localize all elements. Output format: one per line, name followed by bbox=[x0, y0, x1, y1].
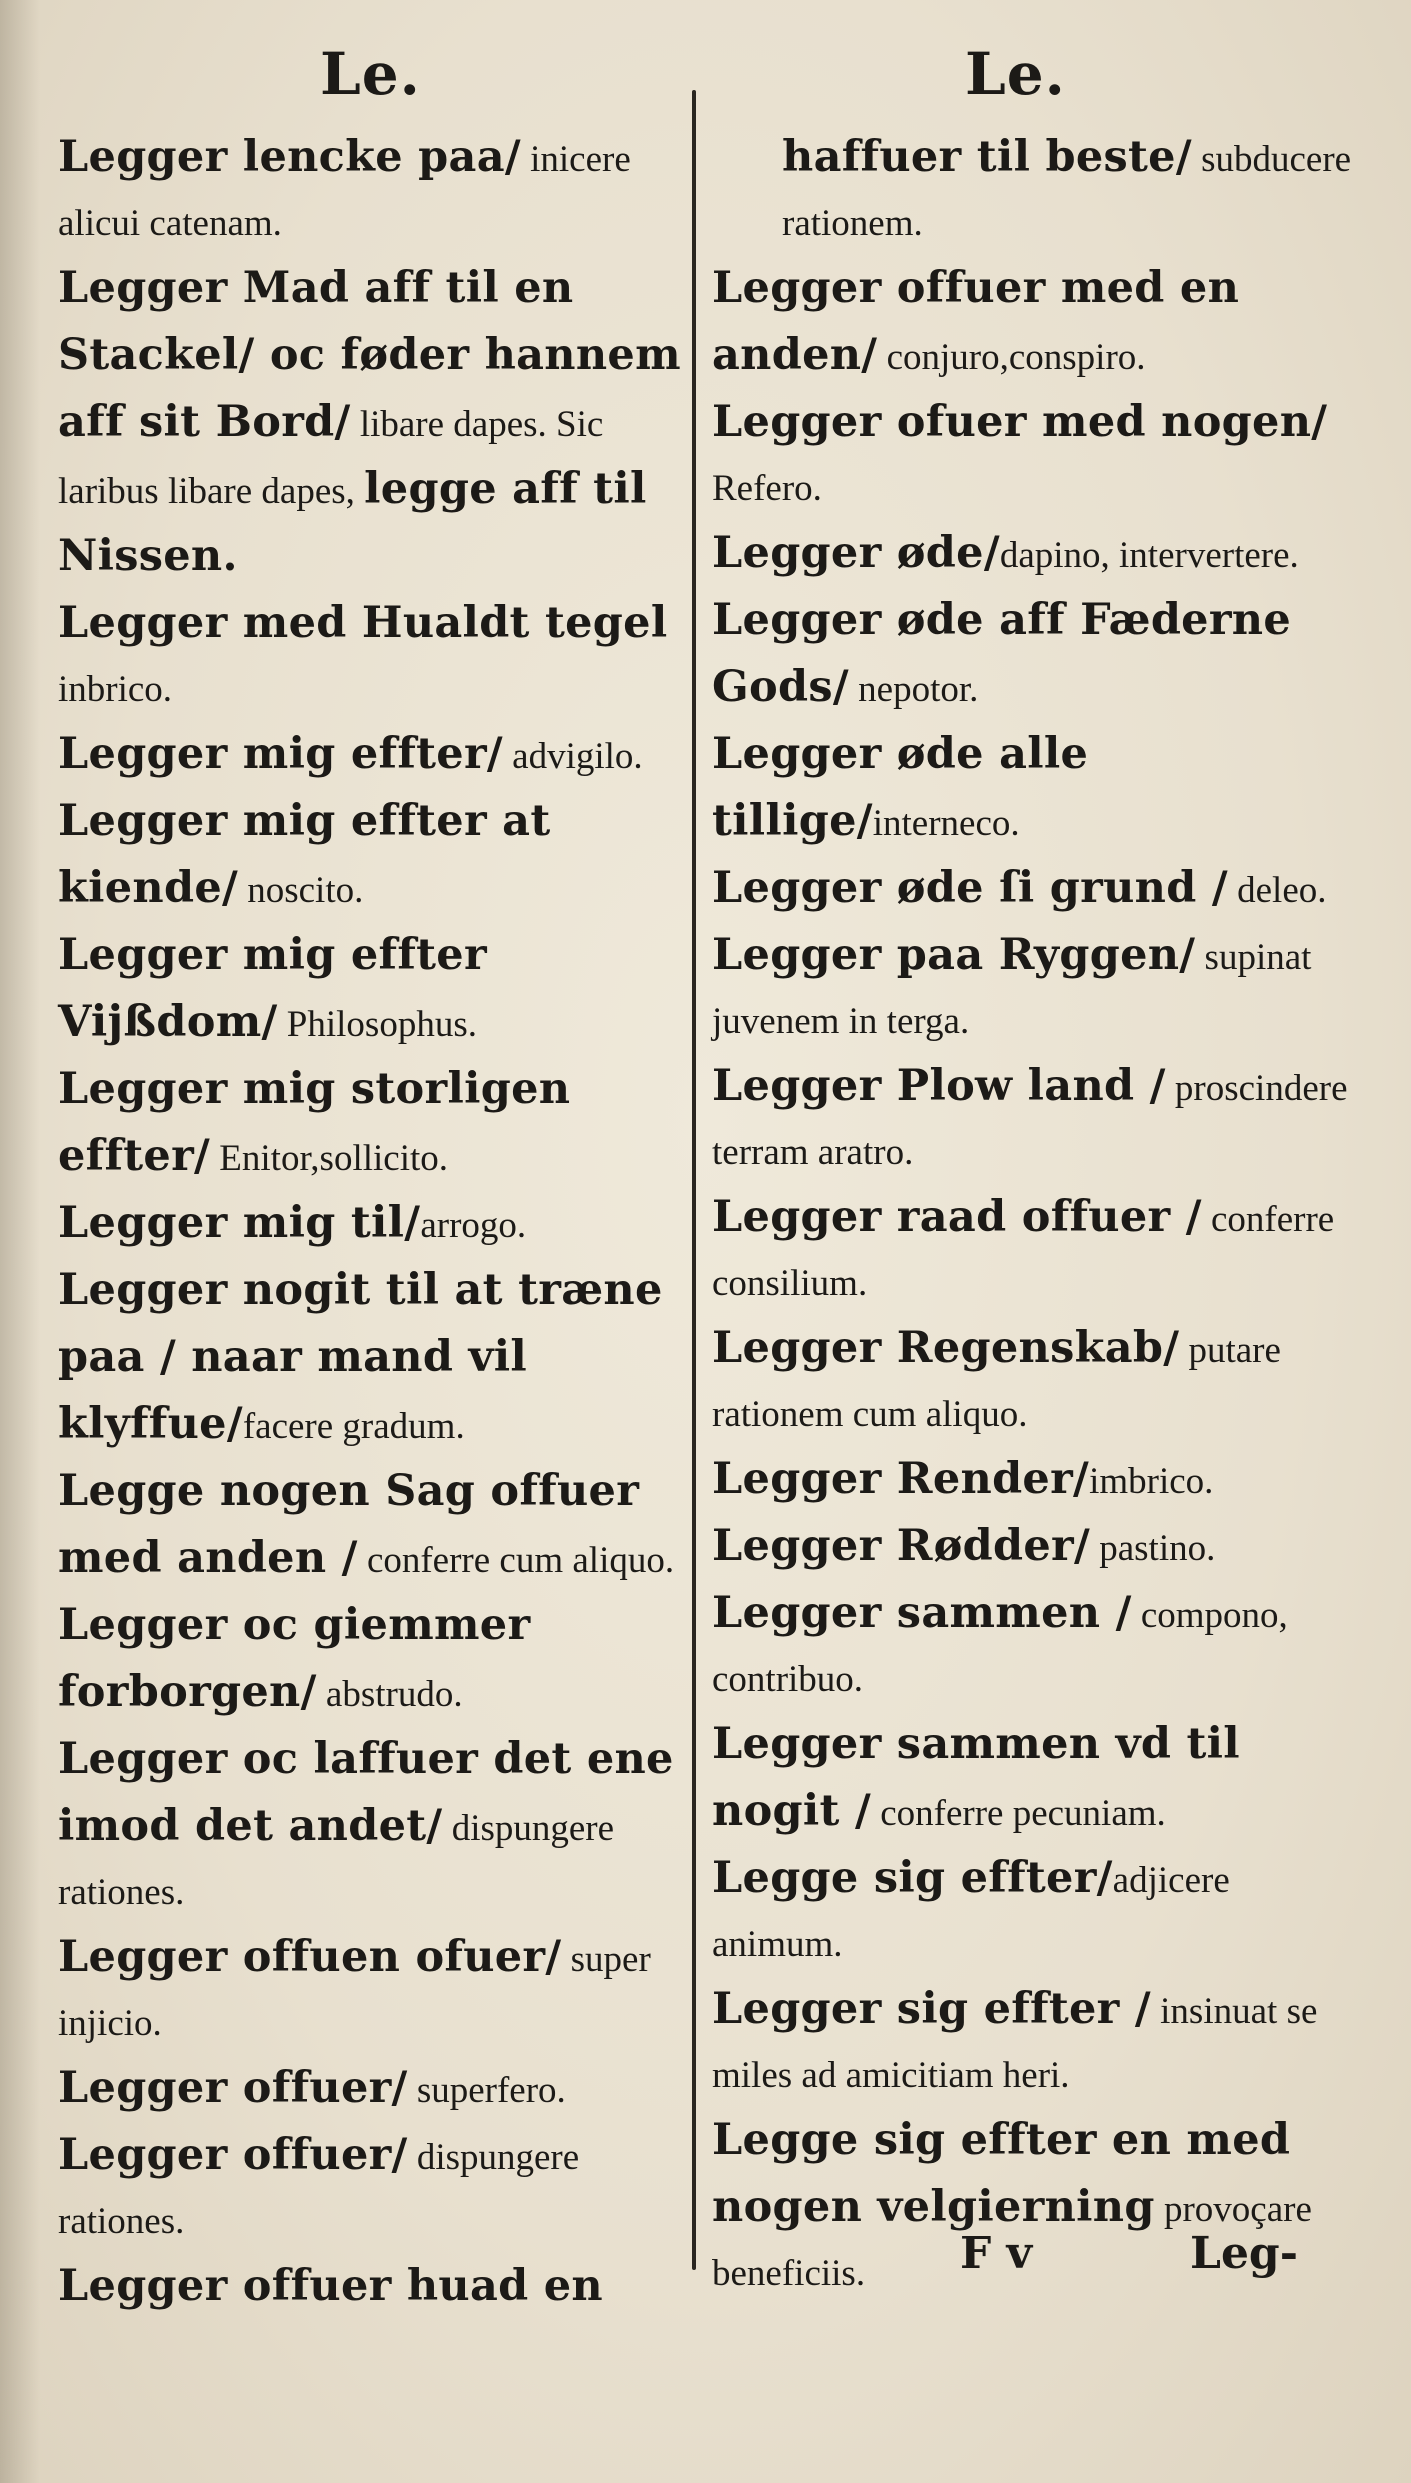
entry-headword: Legger oc laffuer det ene imod det andet/ bbox=[58, 1734, 674, 1851]
dictionary-entry bbox=[58, 725, 688, 792]
entry-headword: Legger ofuer med nogen/ bbox=[712, 397, 1328, 447]
entry-headword: Legger offuen ofuer/ bbox=[58, 1932, 562, 1982]
dictionary-entry bbox=[712, 393, 1352, 524]
entry-headword: Legge sig effter en med nogen velgierning bbox=[712, 2115, 1291, 2232]
entry-headword: Legger offuer/ bbox=[58, 2130, 408, 2180]
dictionary-entry bbox=[712, 1319, 1352, 1450]
entry-headword: Legger sammen / bbox=[712, 1588, 1132, 1638]
entry-gloss: Philosophus. bbox=[277, 1004, 477, 1045]
dictionary-entry bbox=[58, 1596, 688, 1730]
entry-headword-continued: legge aff til Nissen. bbox=[58, 464, 647, 581]
entry-gloss: arrogo. bbox=[420, 1205, 527, 1246]
entry-headword: Legger Rødder/ bbox=[712, 1521, 1090, 1571]
dictionary-entry bbox=[58, 1060, 688, 1194]
entry-gloss: interneco. bbox=[872, 803, 1020, 844]
entry-gloss: Enitor,sollicito. bbox=[210, 1138, 449, 1179]
dictionary-entry bbox=[712, 1715, 1352, 1849]
entry-gloss: conjuro,conspiro. bbox=[877, 337, 1146, 378]
signature-mark: F v bbox=[960, 2228, 1033, 2279]
left-column bbox=[58, 128, 688, 2324]
entry-gloss: pastino. bbox=[1089, 1528, 1216, 1569]
entry-gloss: superfero. bbox=[407, 2070, 566, 2111]
running-head-left: Le. bbox=[320, 40, 421, 108]
dictionary-entry bbox=[712, 1849, 1352, 1980]
dictionary-entry bbox=[712, 2111, 1352, 2309]
entry-gloss: subducere rationem. bbox=[782, 139, 1352, 244]
entry-headword: Legger mig storligen effter/ bbox=[58, 1064, 571, 1181]
entry-headword: Legge nogen Sag offuer med anden / bbox=[58, 1466, 640, 1583]
entry-headword: Legger lencke paa/ bbox=[58, 132, 521, 182]
entry-gloss: advigilo. bbox=[502, 736, 643, 777]
dictionary-entry bbox=[58, 1194, 688, 1261]
dictionary-entry bbox=[712, 859, 1352, 926]
entry-headword: Legger nogit til at træne paa / naar mand vil klyffue/ bbox=[58, 1265, 663, 1449]
entry-gloss: supinat juvenem in terga. bbox=[712, 937, 1312, 1042]
running-head-right: Le. bbox=[965, 40, 1066, 108]
entry-headword: Legger øde ſi grund / bbox=[712, 863, 1228, 913]
entry-headword: Legger offuer huad en bbox=[58, 2261, 603, 2311]
entry-headword: Legger Render/ bbox=[712, 1454, 1090, 1504]
dictionary-entry bbox=[712, 1188, 1352, 1319]
entry-headword: Legger Plow land / bbox=[712, 1061, 1166, 1111]
dictionary-entry bbox=[58, 1928, 688, 2059]
dictionary-entry bbox=[58, 2059, 688, 2126]
entry-gloss: conferre consilium. bbox=[712, 1199, 1335, 1304]
entry-gloss: inbrico. bbox=[58, 669, 173, 710]
entry-headword: Legger sig effter / bbox=[712, 1984, 1151, 2034]
entry-gloss: dapino, intervertere. bbox=[999, 535, 1299, 576]
entry-gloss: putare rationem cum aliquo. bbox=[712, 1330, 1281, 1435]
dictionary-entry bbox=[712, 1450, 1352, 1517]
entry-gloss: adjicere animum. bbox=[712, 1860, 1230, 1965]
entry-headword: Legger offuer/ bbox=[58, 2063, 408, 2113]
dictionary-entry bbox=[58, 1730, 688, 1928]
entry-gloss: conferre cum aliquo. bbox=[357, 1540, 675, 1581]
dictionary-entry bbox=[712, 1980, 1352, 2111]
catchword: Leg- bbox=[1190, 2228, 1298, 2279]
entry-gloss: insinuat se miles ad amicitiam heri. bbox=[712, 1991, 1318, 2096]
entry-gloss: nepotor. bbox=[848, 669, 979, 710]
entry-gloss: facere gradum. bbox=[242, 1406, 465, 1447]
entry-headword: Legger øde alle tillige/ bbox=[712, 729, 1089, 846]
entry-headword: Legger oc giemmer forborgen/ bbox=[58, 1600, 531, 1717]
entry-headword: Legger raad offuer / bbox=[712, 1192, 1202, 1242]
entry-gloss: dispungere rationes. bbox=[58, 1808, 615, 1913]
entry-headword: Legger øde aff Fæderne Gods/ bbox=[712, 595, 1292, 712]
dictionary-entry bbox=[712, 591, 1352, 725]
dictionary-entry bbox=[58, 594, 688, 725]
dictionary-entry bbox=[712, 1584, 1352, 1715]
entry-gloss: conferre pecuniam. bbox=[870, 1793, 1166, 1834]
entry-headword: Legger Regenskab/ bbox=[712, 1323, 1180, 1373]
dictionary-entry bbox=[58, 128, 688, 259]
dictionary-entry bbox=[58, 259, 688, 594]
entry-gloss: Refero. bbox=[712, 468, 822, 509]
gutter-shadow bbox=[0, 0, 40, 2483]
entry-headword: Legger mig effter/ bbox=[58, 729, 503, 779]
entry-gloss: proscindere terram aratro. bbox=[712, 1068, 1348, 1173]
entry-headword: Legger øde/ bbox=[712, 528, 1000, 578]
entry-headword: Legger sammen vd til nogit / bbox=[712, 1719, 1240, 1836]
dictionary-entry bbox=[712, 524, 1352, 591]
entry-headword: Legge sig effter/ bbox=[712, 1853, 1113, 1903]
entry-headword: haffuer til beste/ bbox=[782, 132, 1192, 182]
entry-gloss: compono, contribuo. bbox=[712, 1595, 1288, 1700]
entry-headword: Legger paa Ryggen/ bbox=[712, 930, 1196, 980]
dictionary-entry bbox=[58, 792, 688, 926]
entry-gloss: libare dapes. Sic laribus libare dapes, bbox=[58, 404, 604, 512]
dictionary-entry bbox=[58, 2257, 688, 2324]
dictionary-entry bbox=[712, 725, 1352, 859]
entry-headword: Legger mig til/ bbox=[58, 1198, 421, 1248]
dictionary-entry bbox=[712, 259, 1352, 393]
entry-gloss: provoçare beneficiis. bbox=[712, 2189, 1312, 2294]
entry-headword: Legger mig effter at kiende/ bbox=[58, 796, 551, 913]
entry-gloss: deleo. bbox=[1227, 870, 1327, 911]
entry-gloss: super injicio. bbox=[58, 1939, 651, 2044]
dictionary-entry bbox=[58, 2126, 688, 2257]
dictionary-entry bbox=[712, 128, 1352, 259]
entry-headword: Legger med Hualdt tegel bbox=[58, 598, 668, 648]
right-column bbox=[712, 128, 1352, 2309]
entry-gloss: abstrudo. bbox=[316, 1674, 463, 1715]
entry-gloss: imbrico. bbox=[1089, 1461, 1214, 1502]
entry-headword: Legger mig effter Vijßdom/ bbox=[58, 930, 487, 1047]
dictionary-entry bbox=[58, 1261, 688, 1462]
dictionary-entry bbox=[58, 926, 688, 1060]
entry-gloss: noscito. bbox=[237, 870, 364, 911]
entry-gloss: inicere alicui catenam. bbox=[58, 139, 631, 244]
dictionary-entry bbox=[712, 1057, 1352, 1188]
column-rule bbox=[692, 90, 696, 2270]
entry-headword: Legger Mad aff til en Stackel/ oc føder hannem aff sit Bord/ bbox=[58, 263, 681, 447]
dictionary-entry bbox=[712, 1517, 1352, 1584]
dictionary-entry bbox=[58, 1462, 688, 1596]
entry-gloss: dispungere rationes. bbox=[58, 2137, 580, 2242]
dictionary-entry bbox=[712, 926, 1352, 1057]
entry-headword: Legger offuer med en anden/ bbox=[712, 263, 1240, 380]
